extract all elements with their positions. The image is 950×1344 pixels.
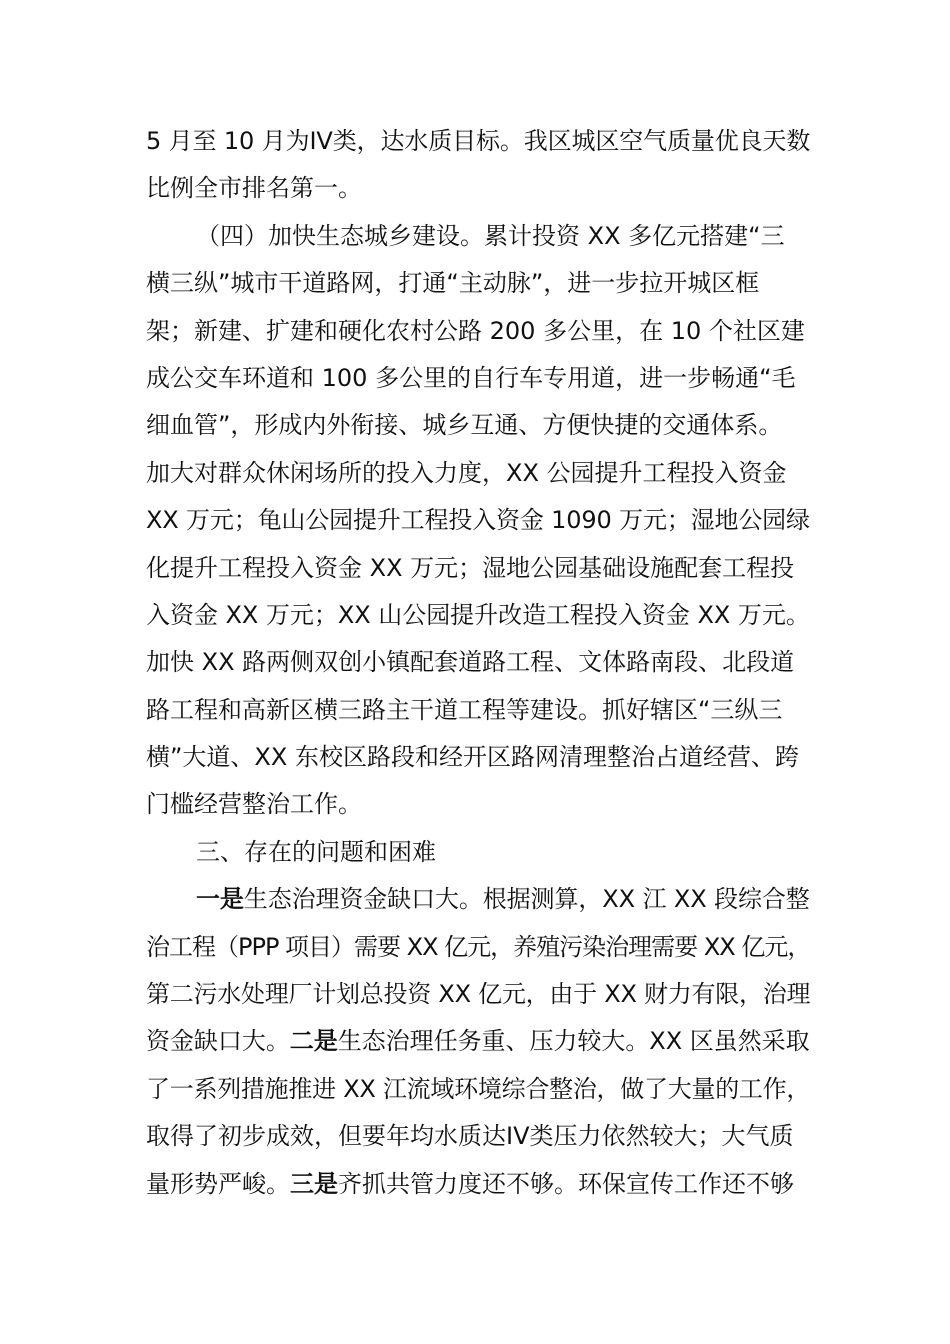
bold-lead-text: 一是	[196, 885, 244, 914]
line-text: 架；新建、扩建和硬化农村公路 200 多公里，在 10 个社区建	[146, 316, 805, 345]
text-line	[146, 165, 810, 212]
text-line	[146, 592, 810, 639]
line-text: 第二污水处理厂计划总投资 XX 亿元，由于 XX 财力有限，治理	[146, 980, 811, 1009]
text-line	[146, 545, 810, 592]
line-text: 生态治理任务重、压力较大。XX 区虽然采取	[337, 1027, 810, 1056]
text-line	[146, 639, 810, 686]
text-line	[146, 1113, 810, 1160]
text-line	[146, 355, 810, 402]
text-line	[146, 971, 810, 1018]
line-text: 加快 XX 路两侧双创小镇配套道路工程、文体路南段、北段道	[146, 648, 795, 677]
line-text: 资金缺口大。	[146, 1027, 290, 1056]
line-text: 细血管”，形成内外衔接、城乡互通、方便快捷的交通体系。	[146, 411, 783, 440]
text-line	[146, 1161, 810, 1208]
line-text: 比例全市排名第一。	[146, 174, 362, 203]
bold-lead-text: 三是	[290, 1169, 338, 1198]
line-text: XX 万元；龟山公园提升工程投入资金 1090 万元；湿地公园绿	[146, 506, 810, 535]
text-line	[146, 781, 810, 828]
text-line	[146, 1066, 810, 1113]
line-text: 量形势严峻。	[146, 1169, 290, 1198]
line-text: 门槛经营整治工作。	[146, 790, 362, 819]
text-line	[146, 450, 810, 497]
bold-lead-text: 二是	[289, 1027, 338, 1056]
line-text: （四）加快生态城乡建设。累计投资 XX 多亿元搭建“三	[196, 221, 785, 250]
text-line	[146, 734, 810, 781]
line-text: 入资金 XX 万元；XX 山公园提升改造工程投入资金 XX 万元。	[146, 600, 810, 629]
text-line	[146, 829, 810, 876]
text-line	[146, 402, 810, 449]
text-line	[146, 1018, 810, 1065]
line-text: 路工程和高新区横三路主干道工程等建设。抓好辖区“三纵三	[146, 695, 783, 724]
line-text: 齐抓共管力度还不够。环保宣传工作还不够	[338, 1169, 794, 1198]
line-text: 横”大道、XX 东校区路段和经开区路网清理整治占道经营、跨	[146, 743, 799, 772]
text-line	[146, 213, 810, 260]
line-text: 成公交车环道和 100 多公里的自行车专用道，进一步畅通“毛	[146, 363, 796, 392]
line-text: 治工程（PPP 项目）需要 XX 亿元，养殖污染治理需要 XX 亿元，	[146, 932, 811, 961]
line-text: 三、存在的问题和困难	[196, 837, 436, 866]
line-text: 5 月至 10 月为IV类，达水质目标。我区城区空气质量优良天数	[146, 127, 811, 155]
line-text: 化提升工程投入资金 XX 万元；湿地公园基础设施配套工程投	[146, 553, 795, 582]
line-text: 加大对群众休闲场所的投入力度，XX 公园提升工程投入资金	[146, 458, 787, 487]
text-line	[146, 687, 810, 734]
line-text: 生态治理资金缺口大。根据测算，XX 江 XX 段综合整	[243, 885, 810, 914]
text-line	[146, 260, 810, 307]
line-text: 横三纵”城市干道路网，打通“主动脉”，进一步拉开城区框	[146, 269, 760, 298]
text-line	[146, 497, 810, 544]
text-line	[146, 118, 810, 165]
document-body	[146, 118, 810, 1208]
line-text: 了一系列措施推进 XX 江流域环境综合整治，做了大量的工作，	[146, 1074, 811, 1103]
text-line	[146, 876, 810, 923]
line-text: 取得了初步成效，但要年均水质达IV类压力依然较大；大气质	[146, 1122, 794, 1151]
text-line	[146, 308, 810, 355]
text-line	[146, 924, 810, 971]
